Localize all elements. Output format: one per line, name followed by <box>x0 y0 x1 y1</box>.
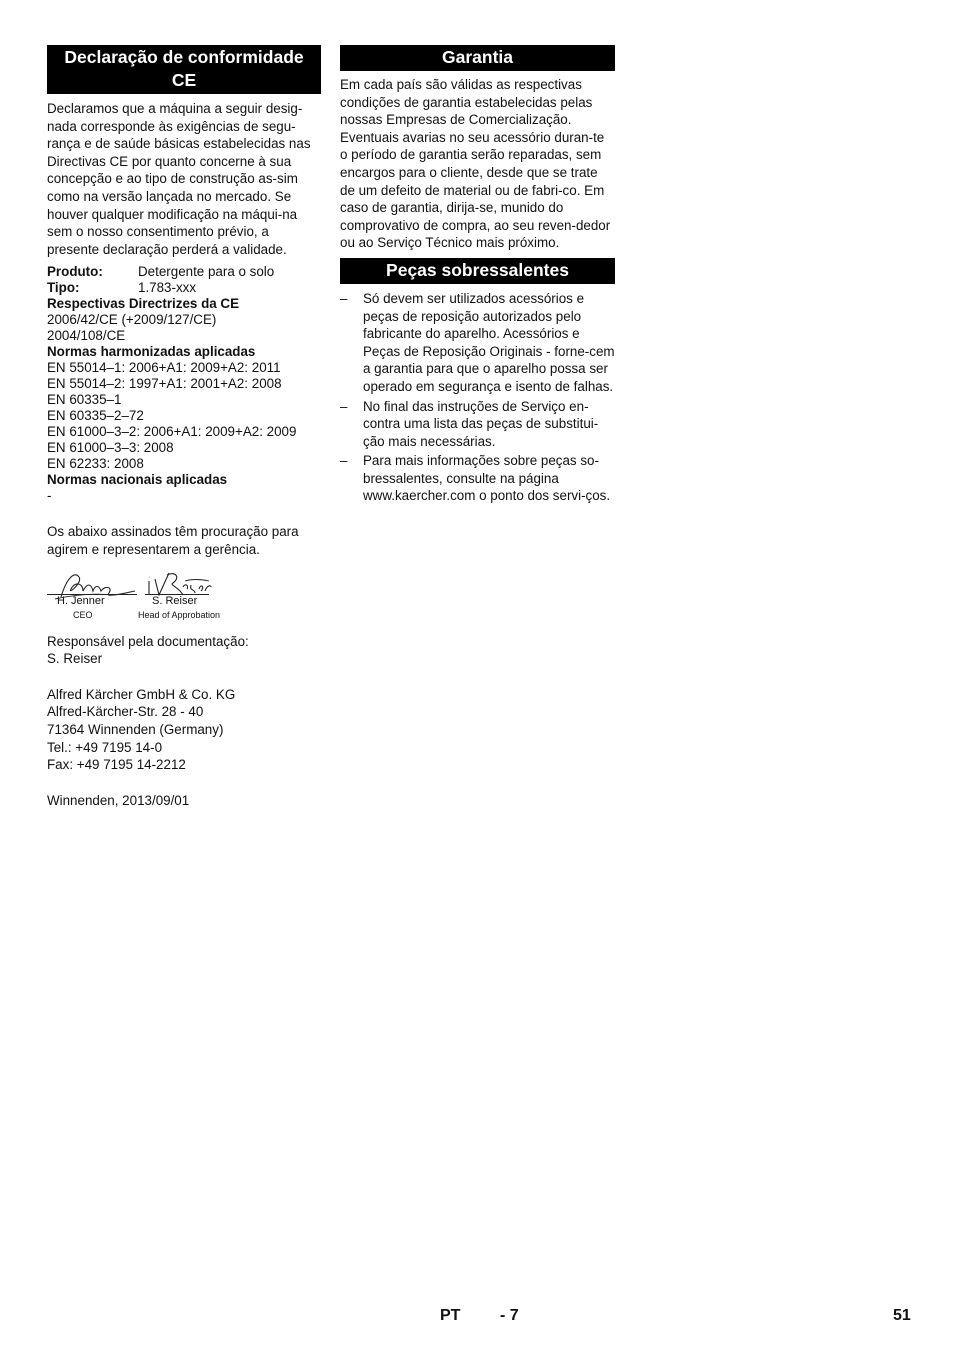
harmonized-item: EN 60335–2–72 <box>47 408 144 424</box>
product-row <box>47 264 321 280</box>
harmonized-heading: Normas harmonizadas aplicadas <box>47 344 256 360</box>
national-value: - <box>47 488 52 504</box>
place-date: Winnenden, 2013/09/01 <box>47 792 190 808</box>
declaration-intro: Declaramos que a máquina a seguir desig-nada corresponde às exigências de segu-rança e de saúde básicas estabelecidas nas Directivas CE por quanto concerne à sua concepção e ao tipo de construção as-sim como na versão lançada no mercado. Se houver qualquer modificação na máqui-na sem o nosso consentimento prévio, a presente declaração perderá a validade. <box>47 101 311 257</box>
footer-page-number: 51 <box>893 1307 911 1324</box>
spec-block <box>47 264 321 504</box>
declaration-heading: Declaração de conformidade CE <box>47 45 321 94</box>
harmonized-item: EN 55014–1: 2006+A1: 2009+A2: 2011 <box>47 360 281 376</box>
doc-responsible-block <box>47 633 321 668</box>
signer1-title: CEO <box>73 609 93 620</box>
list-item <box>340 452 615 505</box>
signer1-name: H. Jenner <box>57 594 105 607</box>
national-heading: Normas nacionais aplicadas <box>47 472 228 488</box>
dash-bullet: – <box>340 290 348 306</box>
harmonized-item: EN 60335–1 <box>47 392 122 408</box>
directives-heading: Respectivas Directrizes da CE <box>47 296 240 312</box>
harmonized-item: EN 61000–3–3: 2008 <box>47 440 174 456</box>
harmonized-item: EN 55014–2: 1997+A1: 2001+A2: 2008 <box>47 376 282 392</box>
type-value: 1.783-xxx <box>138 280 197 296</box>
company-address <box>47 686 321 774</box>
dash-bullet: – <box>340 453 348 469</box>
company-name: Alfred Kärcher GmbH & Co. KG <box>47 686 236 702</box>
spares-list <box>340 290 615 505</box>
list-item-text: Só devem ser utilizados acessórios e peças de reposição autorizados pelo fabricante do aparelho. Acessórios e Peças de Reposição Originais - forne-cem a garantia para que o aparelho possa ser operado em segurança e isento de falhas. <box>363 290 615 394</box>
signed-text: Os abaixo assinados têm procuração para agirem e representarem a gerência. <box>47 524 299 557</box>
warranty-text: Em cada país são válidas as respectivas condições de garantia estabelecidas pelas nossas Empresas de Comercialização. Eventuais avarias no seu acessório duran-te o período de garantia serão reparadas, sem encargos para o cliente, desde que se trate de um defeito de material ou de fabri-co. Em caso de garantia, dirija-se, munido do comprovativo de compra, ao seu reven-dedor ou ao Serviço Técnico mais próximo. <box>340 77 611 251</box>
company-tel: Tel.: +49 7195 14-0 <box>47 739 163 755</box>
type-label: Tipo: <box>47 280 80 296</box>
product-label: Produto: <box>47 264 103 280</box>
list-item <box>340 398 615 451</box>
list-item <box>340 290 615 396</box>
harmonized-item: EN 61000–3–2: 2006+A1: 2009+A2: 2009 <box>47 424 297 440</box>
footer-language: PT <box>440 1307 461 1324</box>
footer-local-page: - 7 <box>500 1307 519 1324</box>
company-city: 71364 Winnenden (Germany) <box>47 721 224 737</box>
list-item-text: Para mais informações sobre peças so-bressalentes, consulte na página www.kaercher.com o ponto dos servi-ços. <box>363 453 611 504</box>
directive-item: 2006/42/CE (+2009/127/CE) <box>47 312 217 328</box>
product-value: Detergente para o solo <box>138 264 275 280</box>
signer2-title: Head of Approbation <box>138 609 221 620</box>
warranty-heading: Garantia <box>340 45 615 71</box>
right-column <box>340 45 615 507</box>
signature-block <box>47 569 321 631</box>
directive-item: 2004/108/CE <box>47 328 126 344</box>
spares-heading: Peças sobressalentes <box>340 258 615 284</box>
signer2-name: S. Reiser <box>152 594 198 607</box>
list-item-text: No final das instruções de Serviço en-contra uma lista das peças de substitui-ção mais necessárias. <box>363 398 599 449</box>
company-street: Alfred-Kärcher-Str. 28 - 40 <box>47 704 204 720</box>
doc-responsible-name: S. Reiser <box>47 651 103 667</box>
harmonized-item: EN 62233: 2008 <box>47 456 144 472</box>
dash-bullet: – <box>340 398 348 414</box>
type-row <box>47 280 321 296</box>
company-fax: Fax: +49 7195 14-2212 <box>47 757 186 773</box>
left-column <box>47 45 321 809</box>
doc-responsible-label: Responsável pela documentação: <box>47 633 249 649</box>
